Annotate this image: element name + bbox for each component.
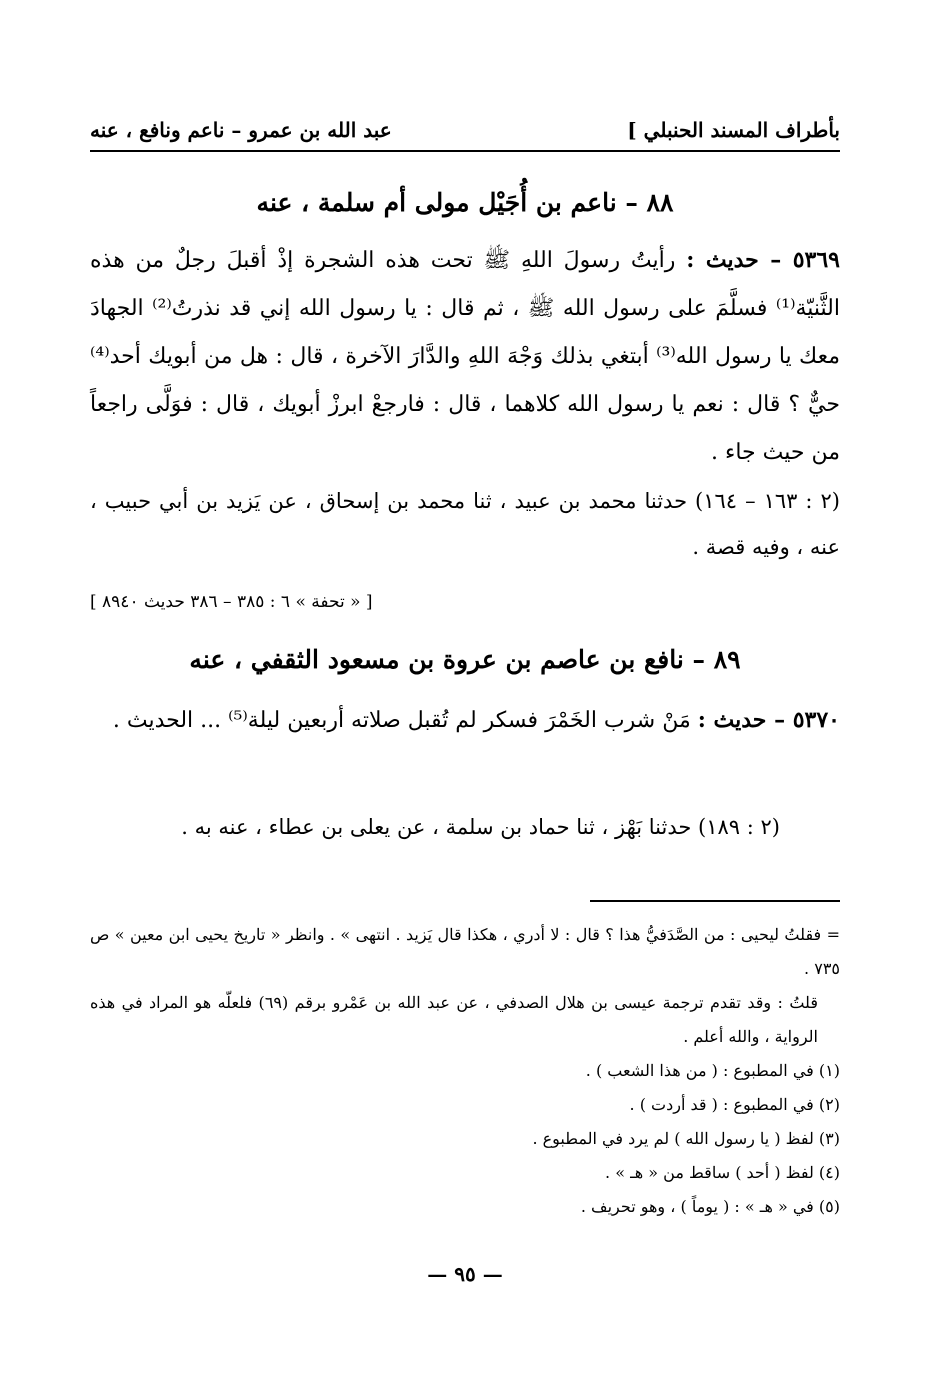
section-89-title: ٨٩ – نافع بن عاصم بن عروة بن مسعود الثقفي ، عنه — [189, 645, 741, 674]
hadith-5370-text: مَنْ شرب الخَمْرَ فسكر لم تُقبل صلاته أربعين ليلة⁽⁵⁾ ... الحديث . — [112, 708, 698, 733]
footnote-5: (٥) في « هـ » : ( يوماً ) ، وهو تحريف . — [580, 1197, 840, 1216]
running-header — [90, 110, 840, 152]
tuhfa-reference: [ « تحفة » ٦ : ٣٨٥ – ٣٨٦ حديث ٨٩٤٠ ] — [90, 592, 373, 612]
isnad-5369: (٢ : ١٦٣ – ١٦٤) حدثنا محمد بن عبيد ، ثنا محمد بن إسحاق ، عن يَزيد بن أبي حبيب ، عنه ، وفيه قصة . — [90, 489, 840, 559]
header-chapter-title: عبد الله بن عمرو – ناعم ونافع ، عنه — [90, 118, 392, 142]
footnote-rule — [590, 900, 840, 902]
hadith-5370 — [90, 696, 840, 745]
footnote-1: (١) في المطبوع : ( من هذا الشعب ) . — [585, 1061, 840, 1080]
page-number: — ٩٥ — — [427, 1262, 503, 1286]
hadith-5369-number: ٥٣٦٩ – حديث : — [686, 247, 840, 273]
section-88-title: ٨٨ – ناعم بن أُجَيْل مولى أم سلمة ، عنه — [256, 188, 674, 217]
isnad-5370: (٢ : ١٨٩) حدثنا بَهْز ، ثنا حماد بن سلمة ، عن يعلى بن عطاء ، عنه به . — [181, 815, 780, 839]
footnote-continuation-1: = فقلتُ ليحيى : من الصَّدَفيُّ هذا ؟ قال : لا أدري ، هكذا قال يَزيد . انتهى » . وانظر « تاريخ يحيى ابن معين » ص ٧٣٥ . — [90, 925, 840, 978]
header-book-title: بأطراف المسند الحنبلي ] — [627, 118, 840, 142]
footnote-2: (٢) في المطبوع : ( قد أردت ) . — [629, 1095, 840, 1114]
book-page — [90, 0, 840, 1374]
hadith-5369 — [90, 236, 840, 477]
footnote-3: (٣) لفظ ( يا رسول الله ) لم يرد في المطبوع . — [532, 1129, 840, 1148]
footnote-continuation-2: قلتُ : وقد تقدم ترجمة عيسى بن هلال الصدفي ، عن عبد الله بن عَمْرو برقم (٦٩) فلعلّه هو المراد في هذه الرواية ، والله أعلم . — [90, 993, 819, 1046]
footnotes — [90, 918, 840, 1224]
hadith-5370-number: ٥٣٧٠ – حديث : — [697, 707, 840, 733]
footnote-4: (٤) لفظ ( أحد ) ساقط من « هـ » . — [605, 1163, 840, 1182]
hadith-5369-text: رأيتُ رسولَ اللهِ ﷺ تحت هذه الشجرة إذْ أقبلَ رجلٌ من هذه الثَّنيّة⁽¹⁾ فسلَّمَ على رسول الله ﷺ ، ثم قال : يا رسول الله إني قد نذرتُ⁽²⁾ الجهادَ معك يا رسول الله⁽³⁾ أبتغي بذلك وَجْهَ اللهِ والدَّارَ الآخرة ، قال : هل من أبويك أحد⁽⁴⁾ حيٌّ ؟ قال : نعم يا رسول الله كلاهما ، قال : فارجعْ ابرزْ أبويك ، قال : فوَلَّى راجعاً من حيث جاء . — [90, 248, 840, 465]
